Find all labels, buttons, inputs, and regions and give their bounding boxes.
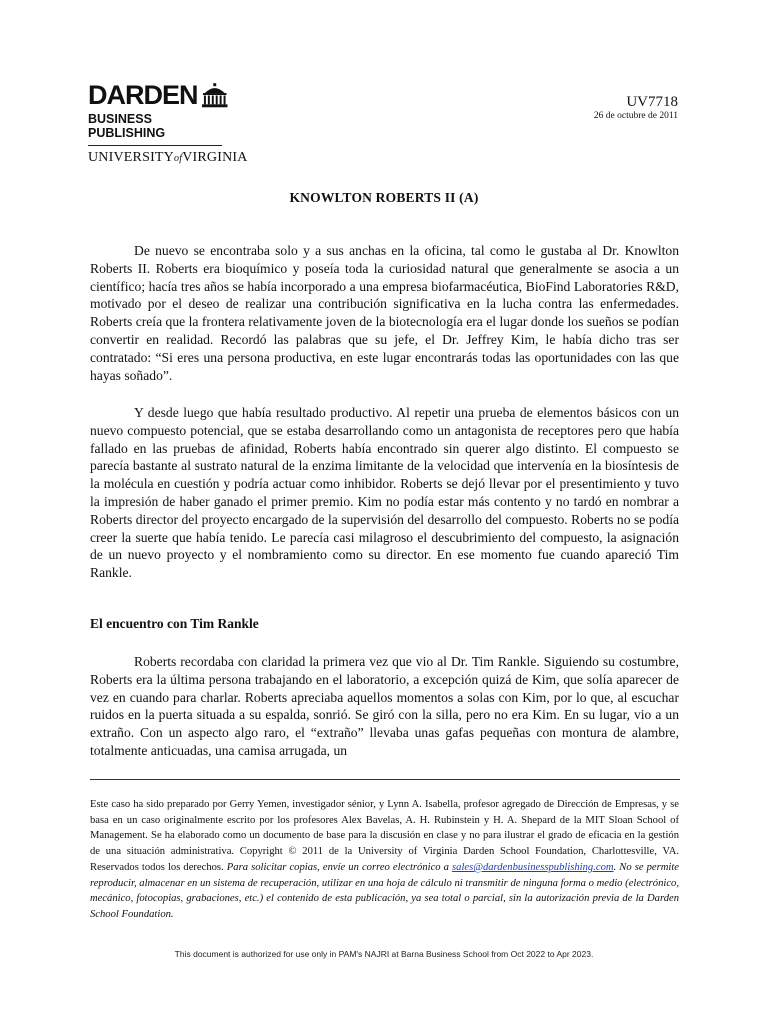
logo-university-of-virginia (88, 150, 248, 166)
case-date: 26 de octubre de 2011 (593, 111, 678, 121)
document-title: KNOWLTON ROBERTS II (A) (289, 190, 479, 205)
paragraph-2 (90, 404, 679, 582)
darden-logo (88, 80, 248, 166)
logo-uva-of: of (174, 153, 183, 164)
footnote-italic-text-1: Para solicitar copias, envíe un correo electrónico a (223, 861, 453, 873)
logo-divider (88, 145, 222, 146)
logo-top-row (88, 82, 228, 108)
case-code: UV7718 (626, 94, 678, 110)
logo-uva-right: VIRGINIA (182, 150, 248, 165)
paragraph-1-text: De nuevo se encontraba solo y a sus anchas en la oficina, tal como le gustaba al Dr. Knowlton Roberts II. Roberts era bioquímico y poseía toda la curiosidad natural que generalmente se asocia a un científico; hacía tres años se había incorporado a una empresa biofarmacéutica, BioFind Laboratories R&D, motivado por el deseo de realizar una contribución significativa en la lucha contra las enfermedades. Roberts creía que la frontera relativamente joven de la biotecnología era el lugar donde los sueños se podían convertir en realidad. Recordó las palabras que su jefe, el Dr. Jeffrey Kim, le había dicho tras ser contratado: “Si eres una persona productiva, en este lugar encontrarás todas las oportunidades con las que hayas soñado”. (90, 243, 679, 383)
logo-business-publishing: BUSINESS PUBLISHING (88, 112, 166, 140)
footnote-regular-text: Este caso ha sido preparado por Gerry Yemen, investigador sénior, y Lynn A. Isabella, profesor agregado de Dirección de Empresas, y se basa en un caso originalmente escrito por los profesores Alex Bavelas, A. H. Rubinstein y H. A. Shepard de la MIT Sloan School of Management. Se ha elaborado como un documento de base para la discusión en clase y no para ilustrar el grado de eficacia en la gestión de una situación administrativa. Copyright © 2011 de la University of Virginia Darden School Foundation, Charlottesville, VA. Reservados todos los derechos. (90, 799, 679, 873)
rotunda-icon (201, 82, 228, 108)
sales-email-link[interactable]: sales@dardenbusinesspublishing.com (452, 861, 614, 873)
paragraph-2-text: Y desde luego que había resultado productivo. Al repetir una prueba de elementos básicos con un nuevo compuesto potencial, que se estaba desarrollando como un antagonista de receptores pero que había fallado en las pruebas de afinidad, Roberts había encontrado sin querer algo distinto. El compuesto se parecía bastante al sustrato natural de la enzima limitante de la velocidad que intervenía en la biosíntesis de la molécula en cuestión y podría actuar como inhibidor. Roberts se dejó llevar por el presentimiento y tuvo la impresión de haber ganado el primer premio. Kim no podía estar más contento y no tardó en nombrar a Roberts director del proyecto encargado de la supervisión del desarrollo del compuesto. Roberts no se podía creer la suerte que había tenido. Le parecía casi milagroso el descubrimiento del compuesto, la asignación de un nuevo proyecto y el nombramiento como su director. En ese momento fue cuando apareció Tim Rankle. (90, 405, 679, 581)
footnote-divider (90, 779, 680, 780)
footnote (90, 797, 679, 923)
paragraph-3-text: Roberts recordaba con claridad la primera vez que vio al Dr. Tim Rankle. Siguiendo su costumbre, Roberts era la última persona trabajando en el laboratorio, a excepción quizá de Kim, que solía aparecer de vez en cuando para charlar. Roberts apreciaba aquellos momentos a solas con Kim, por lo que, al escuchar ruidos en la puerta situada a su espalda, sonrió. Se giró con la silla, pero no era Kim. En su lugar, vio a un extraño. Con un aspecto algo raro, el “extraño” llevaba unas gafas pequeñas con montura de alambre, totalmente anticuadas, una camisa arrugada, un (90, 654, 679, 758)
logo-darden-text: DARDEN (88, 80, 198, 110)
authorization-notice: This document is authorized for use only in PAM's NAJRI at Barna Business School from Oct 2022 to Apr 2023. (174, 949, 594, 959)
footnote-italic-text-2: . No se permite reproducir, almacenar en un sistema de recuperación, utilizar en una hoja de cálculo ni transmitir de ninguna forma o medio (electrónico, mecánico, fotocopias, grabaciones, etc.) el contenido de esta publicación, ya sea total o parcial, sin la autorización previa de la Darden School Foundation. (90, 861, 679, 920)
paragraph-3 (90, 653, 679, 760)
logo-uva-left: UNIVERSITY (88, 150, 174, 165)
section-heading: El encuentro con Tim Rankle (90, 616, 259, 631)
paragraph-1 (90, 242, 679, 384)
